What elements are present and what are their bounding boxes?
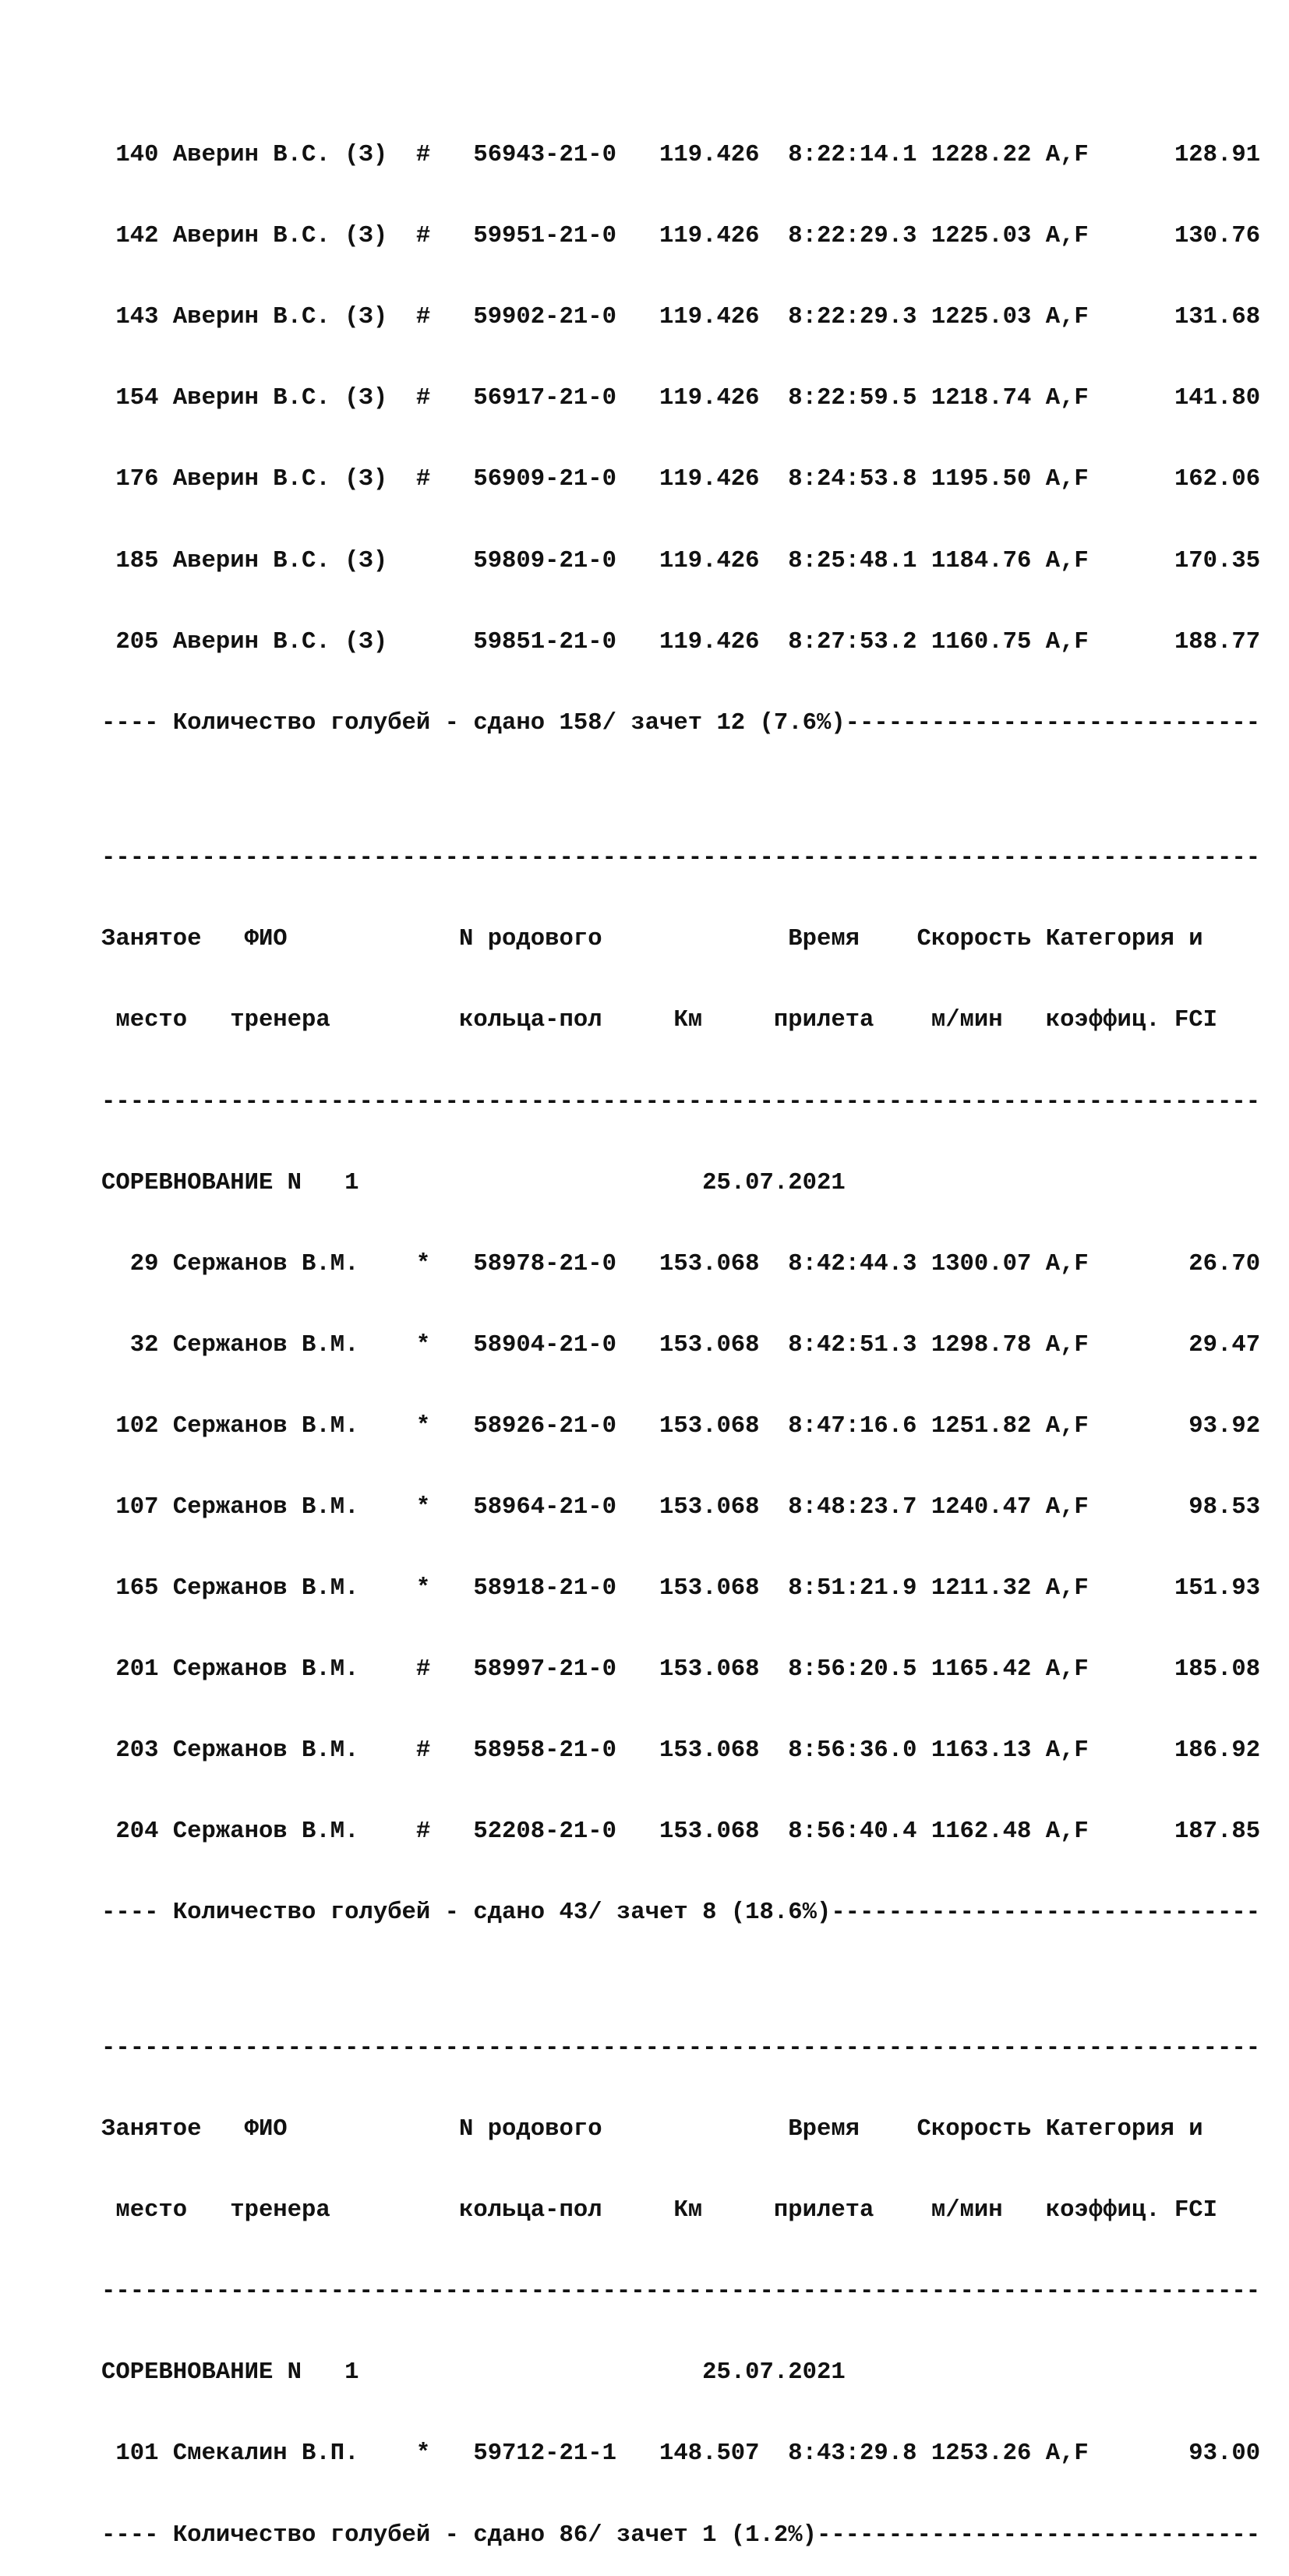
result-row: 102 Сержанов В.М. * 58926-21-0 153.068 8:47:16.6 1251.82 A,F 93.92: [101, 1412, 1261, 1440]
result-row: 203 Сержанов В.М. # 58958-21-0 153.068 8:56:36.0 1163.13 A,F 186.92: [101, 1737, 1261, 1765]
column-header-line-2: место тренера кольца-пол Км прилета м/мин коэффиц. FCI: [101, 2197, 1218, 2224]
result-row: 142 Аверин В.С. (З) # 59951-21-0 119.426 8:22:29.3 1225.03 A,F 130.76: [101, 223, 1261, 250]
column-header-line-1: Занятое ФИО N родового Время Скорость Категория и: [101, 2116, 1203, 2143]
result-row: 205 Аверин В.С. (З) 59851-21-0 119.426 8:27:53.2 1160.75 A,F 188.77: [101, 628, 1261, 655]
separator-line: ---------------------------------------------------------------------------------: [101, 845, 1261, 872]
result-row: 32 Сержанов В.М. * 58904-21-0 153.068 8:42:51.3 1298.78 A,F 29.47: [101, 1331, 1261, 1359]
result-row: 29 Сержанов В.М. * 58978-21-0 153.068 8:42:44.3 1300.07 A,F 26.70: [101, 1250, 1261, 1277]
result-row: 176 Аверин В.С. (З) # 56909-21-0 119.426 8:24:53.8 1195.50 A,F 162.06: [101, 466, 1261, 493]
competition-title: СОРЕВНОВАНИЕ N 1 25.07.2021: [101, 2359, 846, 2387]
separator-line: ---------------------------------------------------------------------------------: [101, 1088, 1261, 1115]
result-row: 107 Сержанов В.М. * 58964-21-0 153.068 8:48:23.7 1240.47 A,F 98.53: [101, 1494, 1261, 1521]
results-document: [101, 61, 1260, 2576]
result-row: 201 Сержанов В.М. # 58997-21-0 153.068 8:56:20.5 1165.42 A,F 185.08: [101, 1656, 1261, 1684]
summary-line: ---- Количество голубей - сдано 86/ зачет 1 (1.2%)-------------------------------: [101, 2521, 1261, 2549]
result-row: 154 Аверин В.С. (З) # 56917-21-0 119.426 8:22:59.5 1218.74 A,F 141.80: [101, 385, 1261, 412]
column-header-line-1: Занятое ФИО N родового Время Скорость Категория и: [101, 926, 1203, 953]
result-row: 143 Аверин В.С. (З) # 59902-21-0 119.426 8:22:29.3 1225.03 A,F 131.68: [101, 304, 1261, 331]
summary-line: ---- Количество голубей - сдано 158/ зачет 12 (7.6%)-----------------------------: [101, 709, 1261, 737]
result-row: 101 Смекалин В.П. * 59712-21-1 148.507 8:43:29.8 1253.26 A,F 93.00: [101, 2440, 1261, 2468]
separator-line: ---------------------------------------------------------------------------------: [101, 2034, 1261, 2062]
result-row: 204 Сержанов В.М. # 52208-21-0 153.068 8:56:40.4 1162.48 A,F 187.85: [101, 1818, 1261, 1846]
column-header-line-2: место тренера кольца-пол Км прилета м/мин коэффиц. FCI: [101, 1007, 1218, 1034]
separator-line: ---------------------------------------------------------------------------------: [101, 2278, 1261, 2306]
summary-line: ---- Количество голубей - сдано 43/ зачет 8 (18.6%)------------------------------: [101, 1899, 1261, 1927]
result-row: 165 Сержанов В.М. * 58918-21-0 153.068 8:51:21.9 1211.32 A,F 151.93: [101, 1575, 1261, 1602]
result-row: 140 Аверин В.С. (З) # 56943-21-0 119.426 8:22:14.1 1228.22 A,F 128.91: [101, 142, 1261, 169]
result-row: 185 Аверин В.С. (З) 59809-21-0 119.426 8:25:48.1 1184.76 A,F 170.35: [101, 547, 1261, 574]
competition-title: СОРЕВНОВАНИЕ N 1 25.07.2021: [101, 1169, 846, 1196]
